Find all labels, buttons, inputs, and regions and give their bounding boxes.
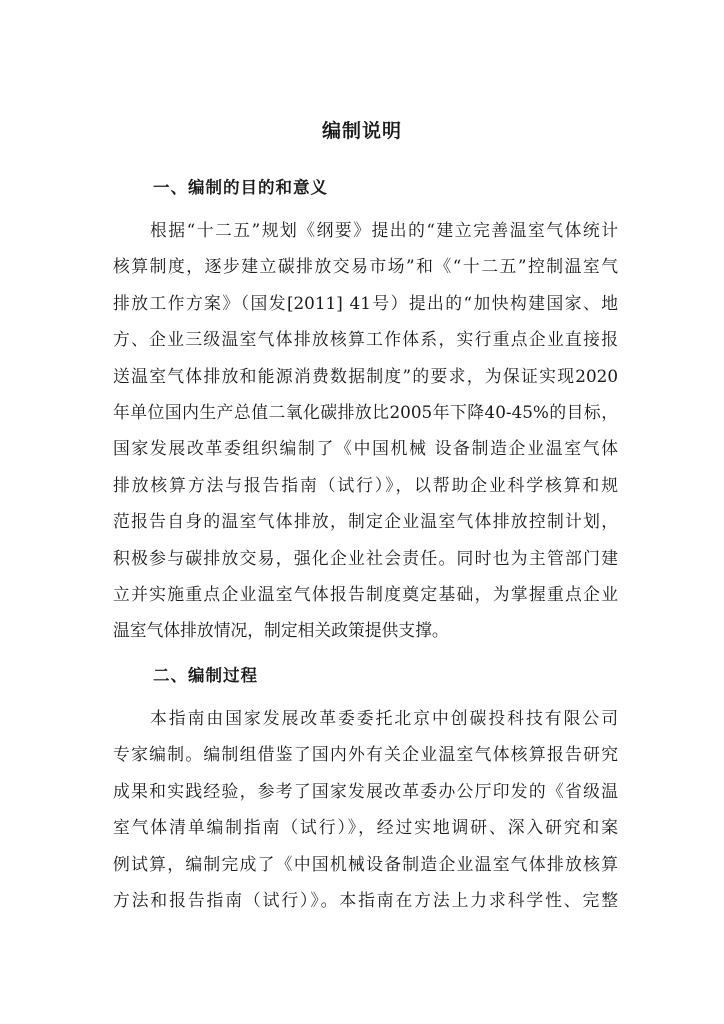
section-heading-purpose: 一、编制的目的和意义 [153, 178, 328, 197]
document-title: 编制说明 [321, 120, 402, 142]
paragraph-line: 本指南由国家发展改革委委托北京中创碳投科技有限公司 [150, 708, 618, 728]
paragraph-line: 排放工作方案》（国发[2011] 41号）提出的“加快构建国家、地 [113, 292, 618, 313]
paragraph-line: 专家编制。编制组借鉴了国内外有关企业温室气体核算报告研究 [113, 744, 618, 765]
paragraph-line: 核算制度，逐步建立碳排放交易市场”和《“十二五”控制温室气 [113, 256, 618, 277]
paragraph-line: 国家发展改革委组织编制了《中国机械 设备制造企业温室气体 [113, 438, 618, 459]
paragraph-line: 成果和实践经验，参考了国家发展改革委办公厅印发的《省级温 [113, 780, 618, 801]
paragraph-line: 年单位国内生产总值二氧化碳排放比2005年下降40-45%的目标， [113, 401, 618, 422]
paragraph-line: 立并实施重点企业温室气体报告制度奠定基础，为掌握重点企业 [113, 583, 618, 604]
paragraph-line: 室气体清单编制指南（试行）》，经过实地调研、深入研究和案 [113, 817, 618, 838]
section-paragraph-purpose [113, 212, 618, 649]
paragraph-line: 例试算，编制完成了《中国机械设备制造企业温室气体排放核算 [113, 853, 618, 874]
paragraph-line: 方、企业三级温室气体排放核算工作体系，实行重点企业直接报 [113, 329, 618, 350]
section-heading-process: 二、编制过程 [153, 666, 258, 685]
paragraph-line: 积极参与碳排放交易，强化企业社会责任。同时也为主管部门建 [113, 547, 618, 568]
paragraph-line: 方法和报告指南（试行）》。本指南在方法上力求科学性、完整 [113, 889, 618, 910]
paragraph-line: 范报告自身的温室气体排放，制定企业温室气体排放控制计划， [113, 511, 618, 532]
paragraph-line: 送温室气体排放和能源消费数据制度”的要求，为保证实现2020 [113, 365, 618, 386]
paragraph-line: 根据“十二五”规划《纲要》提出的“建立完善温室气体统计 [150, 220, 618, 240]
paragraph-line: 温室气体排放情况，制定相关政策提供支撑。 [113, 620, 449, 641]
section-paragraph-process [113, 700, 618, 918]
paragraph-line: 排放核算方法与报告指南（试行）》，以帮助企业科学核算和规 [113, 474, 618, 495]
